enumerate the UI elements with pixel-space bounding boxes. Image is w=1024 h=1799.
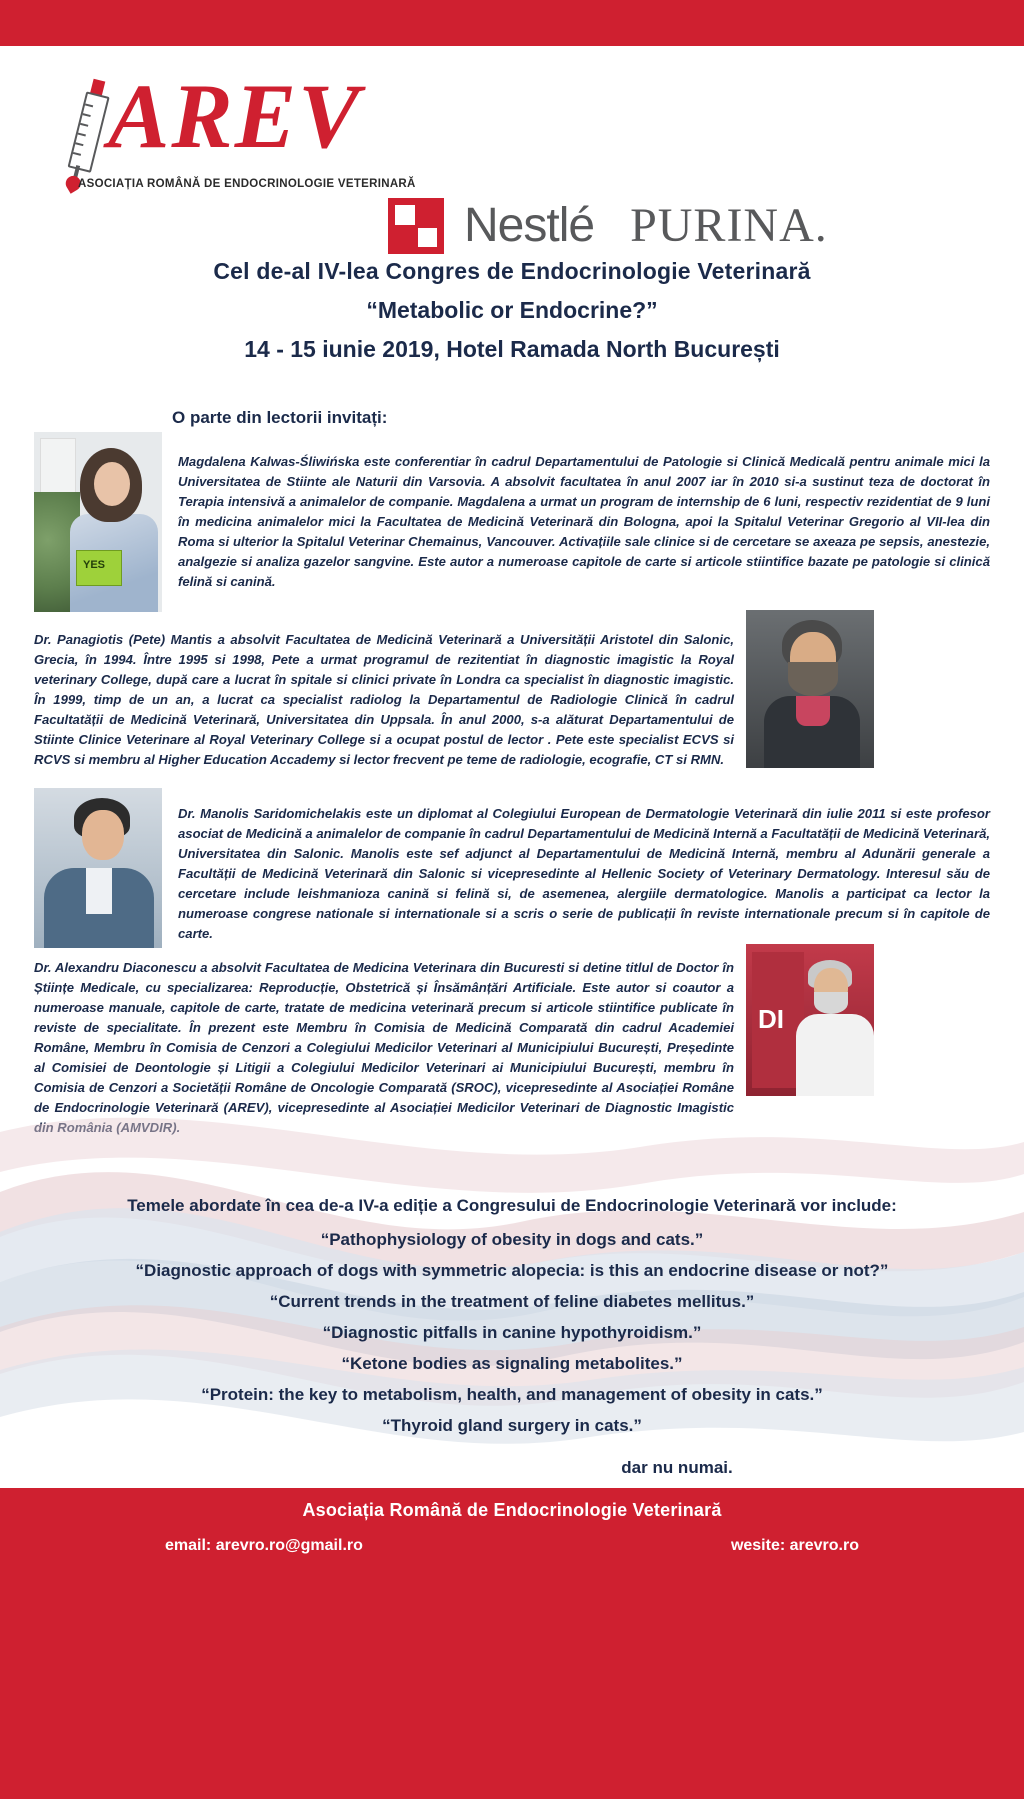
speakers-section-title: O parte din lectorii invitați: bbox=[172, 408, 388, 427]
topic-item: “Diagnostic pitfalls in canine hypothyroidism.” bbox=[322, 1323, 702, 1342]
topic-item: “Thyroid gland surgery in cats.” bbox=[382, 1416, 642, 1435]
nestle-text: Nestlé bbox=[464, 199, 595, 252]
speaker-bio-manolis: Dr. Manolis Saridomichelakis este un diplomat al Colegiului European de Dermatologie Veterinară din iulie 2011 si este profesor asociat de Medicină a animalelor de companie în cadrul Departamentului de Medicină Internă a Facultatății de Medicină Veterinară, Universitatea din Salonic. Manolis este sef adjunct al Departamentului de Medicină Internă, membru al Adunării generale a Facultății de Medicină Veterinară din Salonic si vicepresedinte al Hellenic Society of Veterinary Dermatology. Interesul său de cercetare include leishmanioza canină si felină si, de asemenea, alergiile dermatologice. Manolis a participat ca lector la numeroase congrese nationale si internationale si a scris o serie de publicații în reviste internationale precum si în capitole de carte. bbox=[178, 806, 990, 942]
speaker-bio-pete-mantis: Dr. Panagiotis (Pete) Mantis a absolvit Facultatea de Medicină Veterinară a Universității Aristotel din Salonic, Grecia, în 1994. Între 1995 si 1998, Pete a urmat programul de rezitentiat în diagnostic imagistic la Royal veterinary College, după care a lucrat în spitale si clinici private în Londra ca specialist în diagnostic imagistic. În 1999, timp de un an, a lucrat ca specialist radiolog la Departamentul de Radiologie Clinică în cadrul Facultatății de Medicină Veterinară, Universitatea din Uppsala. În anul 2000, s-a alăturat Departamentului de Stiinte Clinice Veterinare al Royal Veterinary College si a ocupat postul de lector . Pete este specialist ECVS si RCVS si membru al Higher Education Accademy si lector frecvent pe teme de radiologie, ecografie, CT si RMN. bbox=[34, 632, 734, 768]
logo-tagline: ASOCIAȚIA ROMÂNĂ DE ENDOCRINOLOGIE VETERINARĂ bbox=[78, 178, 416, 190]
logo-wordmark: AREV bbox=[108, 65, 362, 167]
headline-line-3: 14 - 15 iunie 2019, Hotel Ramada North București bbox=[244, 336, 780, 362]
topic-item: “Diagnostic approach of dogs with symmetric alopecia: is this an endocrine disease or not?” bbox=[135, 1261, 889, 1280]
topic-item: “Protein: the key to metabolism, health, and management of obesity in cats.” bbox=[201, 1385, 823, 1404]
topics-tail-note: dar nu numai. bbox=[621, 1458, 733, 1477]
footer bbox=[0, 1500, 1024, 1555]
speaker-photo-manolis bbox=[34, 788, 162, 948]
footer-website[interactable]: wesite: arevro.ro bbox=[730, 1537, 859, 1554]
nestle-purina-logo bbox=[388, 198, 828, 254]
speaker-photo-alexandru-diaconescu: DI bbox=[746, 944, 874, 1096]
topics-intro: Temele abordate în cea de-a IV-a ediție a Congresului de Endocrinologie Veterinară vor include: bbox=[127, 1196, 897, 1215]
arev-logo bbox=[40, 65, 440, 200]
purina-checkerboard-icon bbox=[388, 198, 444, 254]
top-red-band bbox=[0, 0, 1024, 46]
topic-item: “Pathophysiology of obesity in dogs and cats.” bbox=[320, 1230, 704, 1249]
speaker-bio-magdalena: Magdalena Kalwas-Śliwińska este conferentiar în cadrul Departamentului de Patologie si Clinică Medicală pentru animale mici la Universitatea de Stiinte ale Naturii din Varsovia. A absolvit facultatea în anul 2007 iar în 2010 si-a sustinut teza de doctorat în Terapia intensivă a animalelor de companie. Magdalena a urmat un program de internship de 6 luni, respectiv rezidentiat de 9 luni în medicina animalelor mici la Facultatea de Medicină Veterinară din Bologna, apoi la Spitalul Veterinar Gregorio al VII-lea din Roma si ulterior la Spitalul Veterinar Chemainus, Vancouver. Activațiile sale clinice si de cercetare se axeaza pe sepsis, anestezie, analgezie si analiza gazelor sangvine. Este autor a numeroase capitole de carte si articole stiintifice bazate pe patologie si clinică felină si canină. bbox=[178, 454, 990, 590]
speaker-bio-alexandru-diaconescu: Dr. Alexandru Diaconescu a absolvit Facultatea de Medicina Veterinara din Bucuresti si detine titlul de Doctor în Științe Medicale, cu specializarea: Reproducție, Obstetrică și Însămânțări Artificiale. Este autor si coautor a numeroase manuale, capitole de carte, tratate de medicina veterinară precum si articole stiintifice publicate în reviste de specialitate. În prezent este Membru în Comisia de Medicină Comparată din cadrul Academiei Române, Membru în Comisia de Cenzori a Colegiului Medicilor Veterinari al Municipiului București, Președinte al Comisiei de Deontologie și Litigii a Colegiului Medicilor Veterinari ai Municipiului București, membru în Comisia de Cenzori a Societății Române de Oncologie Comparată (SROC), vicepresedinte al Asociației Române de Endocrinologie Veterinară (AREV), vicepresedinte al Asociației Medicilor Veterinari de Diagnostic Imagistic din România (AMVDIR). bbox=[34, 960, 734, 1136]
topics-section bbox=[0, 1196, 1024, 1478]
footer-email[interactable]: email: arevro.ro@gmail.ro bbox=[165, 1537, 363, 1554]
event-headline bbox=[0, 258, 1024, 363]
headline-line-1: Cel de-al IV-lea Congres de Endocrinologie Veterinară bbox=[213, 258, 811, 284]
purina-wordmark bbox=[464, 199, 828, 252]
footer-organization: Asociația Română de Endocrinologie Veterinară bbox=[302, 1500, 722, 1520]
topic-item: “Current trends in the treatment of feline diabetes mellitus.” bbox=[269, 1292, 755, 1311]
purina-text: PURINA. bbox=[630, 199, 828, 252]
speaker-photo-magdalena: YES bbox=[34, 432, 162, 612]
headline-line-2: “Metabolic or Endocrine?” bbox=[366, 297, 658, 323]
speaker-photo-pete-mantis bbox=[746, 610, 874, 768]
topic-item: “Ketone bodies as signaling metabolites.” bbox=[341, 1354, 683, 1373]
